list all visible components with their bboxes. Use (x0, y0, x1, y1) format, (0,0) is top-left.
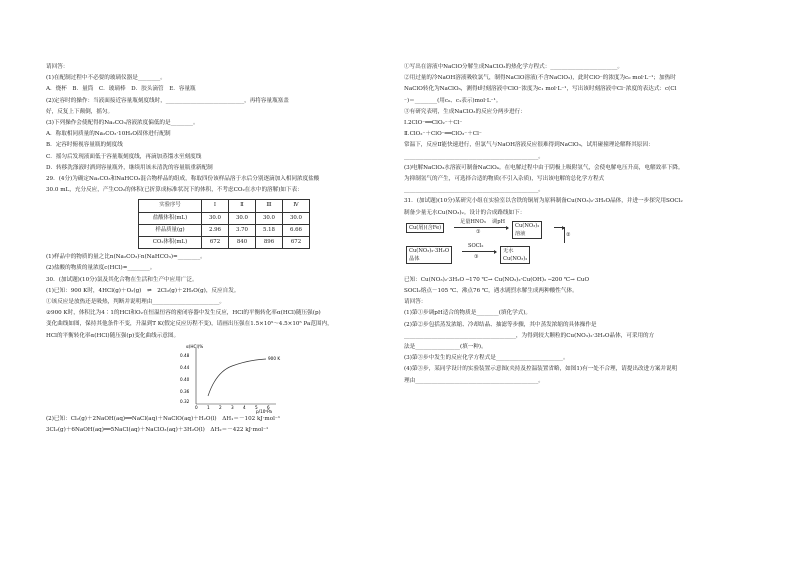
text-line: Ⅱ.ClO₂⁻＋ClO⁻══ClO₃⁻＋Cl⁻ (404, 131, 482, 138)
text-line: (2)定容时的操作：当液面接近容量瓶刻度线时，____________________________，再将容量瓶塞盖 (46, 97, 289, 104)
flow-crystal-sub-label: 晶体 (409, 255, 420, 262)
text-line: (1)第①步调pH适合的物质是________(填化学式)。 (404, 310, 532, 317)
table-cell: 2.96 (202, 224, 229, 236)
text-line: 31．(加试题)(10分)某研究小组在实验室以含铁的铜屑为原料制备Cu(NO₃)₂·3H₂O晶体，并进一步探究用SOCl₂ (404, 198, 683, 205)
text-line: ⁻)＝________(用c₀、c₁表示)mol·L⁻¹。 (404, 97, 502, 104)
flow-step1c-label: ① (476, 228, 481, 235)
y-tick-label: 0.36 (180, 388, 190, 394)
table-header-row (139, 200, 310, 212)
text-line: ________________________________________________。 (404, 187, 544, 194)
y-tick-label: 0.40 (180, 376, 190, 382)
flow-arrow (462, 251, 496, 252)
text-line: (2)已知：Cl₂(g)＋2NaOH(aq)══NaCl(aq)＋NaClO(aq)＋H₂O(l) ΔH₁＝－102 kJ·mol⁻¹ (46, 415, 281, 422)
table-cell: 6.66 (283, 224, 310, 236)
x-tick-label: 2 (219, 404, 222, 410)
flow-product-label: 无水 (503, 247, 514, 254)
table-cell: 30.0 (202, 212, 229, 224)
table-cell: 样品质量(g) (139, 224, 202, 236)
text-line: ②900 K时，体积比为4∶1的HCl和O₂在恒温恒容的密闭容器中发生反应，HCl的平衡转化率α(HCl)随压强(p) (46, 310, 321, 317)
flow-start-box: Cu(屑)(含Fe) (406, 223, 444, 233)
co2-data-table (138, 199, 310, 249)
right-column (404, 62, 760, 387)
text-line: (2)第②步包括蒸发浓缩、冷却结晶、抽滤等步骤，其中蒸发浓缩的具体操作是 (404, 321, 597, 328)
text-line: ________________________________________________。 (404, 153, 544, 160)
table-cell: 3.70 (229, 224, 256, 236)
text-line: (1)已知：900 K时，4HCl(g)＋O₂(g) ⇌ 2Cl₂(g)＋2H₂O(g)，反应自发。 (46, 287, 240, 294)
y-tick-label: 0.48 (180, 352, 190, 358)
chart-svg (166, 342, 306, 414)
hcl-conversion-chart (166, 342, 391, 414)
text-line: ②用过量的冷NaOH溶液吸收氯气，制得NaClO溶液(不含NaClO₃)，此时ClO⁻的浓度为c₀ mol·L⁻¹；加热时 (404, 75, 676, 82)
text-line: (2)盐酸的物质的量浓度c(HCl)=________。 (46, 265, 156, 272)
table-row (139, 237, 310, 249)
table-cell: 5.18 (256, 224, 283, 236)
x-tick-label: 4 (243, 404, 246, 410)
text-line: (3)第③步中发生的反应化学方程式是________________________。 (404, 355, 569, 362)
text-line: 变化曲线如图，保持其他条件不变，升温到T K(假定反应历程不变)，请画出压强在1.5×10⁵～4.5×10⁵ Pa范围内， (46, 321, 333, 328)
text-line: 为抑制氢气的产生，可选择合适的物质(不引入杂质)，写出该电解的总化学方程式 (404, 176, 605, 183)
table-cell: 30.0 (229, 212, 256, 224)
synthesis-route-diagram (404, 218, 760, 273)
text-line: 理由____________________________________________。 (404, 377, 544, 384)
y-tick-label: 0.44 (180, 364, 190, 370)
x-axis-label: p/10⁵Pa (256, 408, 272, 414)
text-line: B．定容时俯视容量瓶的刻度线 (46, 142, 123, 149)
x-tick-label: 3 (231, 404, 234, 410)
text-line: HCl的平衡转化率α(HCl)随压强(p)变化曲线示意图。 (46, 332, 180, 339)
left-column (46, 62, 391, 436)
left-text-block-b (46, 252, 391, 342)
text-line: ________________________________________，为得到较大颗粒的Cu(NO₃)₂·3H₂O晶体，可采用的方 (404, 332, 655, 339)
flow-arrow (554, 227, 564, 228)
text-line: NaClO转化为NaClO₃，测得t时刻溶液中ClO⁻浓度为c₁ mol·L⁻¹，写出该时刻溶液中Cl⁻浓度的表达式：c(Cl (404, 86, 677, 93)
table-cell: 实验序号 (139, 200, 202, 212)
text-line: 已知：Cu(NO₃)₂·3H₂O ─170 ℃→ Cu(NO₃)₂·Cu(OH)₂ ─200 ℃→ CuO (404, 276, 590, 283)
text-line: (3)下列操作会使配得的Na₂CO₃溶液浓度偏低的是________。 (46, 120, 199, 127)
flow-step3-label: SOCl₂ (468, 242, 484, 249)
y-tick-label: 0.32 (180, 398, 190, 404)
text-line: 3Cl₂(g)＋6NaOH(aq)══5NaCl(aq)＋NaClO₃(aq)＋3H₂O(l) ΔH₂＝－422 kJ·mol⁻¹ (46, 427, 269, 434)
curve-label: 900 K (268, 355, 281, 361)
text-line: (3)电解NaClO₃水溶液可制备NaClO₄。在电解过程中由于阴极上吸附氢气，会使电解电压升高，电解效率下降。 (404, 164, 684, 171)
table-cell: 840 (229, 237, 256, 249)
text-line: Ⅰ.2ClO⁻══ClO₂⁻＋Cl⁻ (404, 120, 463, 127)
table-cell: Ⅲ (256, 200, 283, 212)
text-line: 请回答： (404, 299, 427, 306)
text-line: 常温下，反应Ⅱ能快速进行，但氯气与NaOH溶液反应很难得到NaClO₃，试用碰撞理论解释其原因： (404, 142, 654, 149)
flow-step1-label: 足量HNO₃ (460, 218, 486, 225)
x-tick-label: 0 (195, 404, 198, 410)
flow-connector (564, 227, 565, 243)
text-line: 30．(加试题)(10分)氯及其化合物在生活和生产中应用广泛。 (46, 276, 198, 283)
flow-crystal-label: Cu(NO₃)₂·3H₂O (409, 247, 450, 254)
text-line: 法是________________(填一种)。 (404, 344, 487, 351)
text-line: A．称取相同质量的Na₂CO₃·10H₂O固体进行配制 (46, 131, 171, 138)
flow-product-label-2: Cu(NO₃)₂ (503, 255, 528, 262)
x-tick-label: 6 (267, 404, 270, 410)
flow-crystal-box (406, 246, 452, 264)
text-line: (4)第③步，某同学设计的实验装置示意图(夹持及控温装置省略，如图1)有一处不合理，请提出改进方案并说明 (404, 366, 678, 373)
left-text-block-a (46, 62, 391, 196)
table-cell: Ⅳ (283, 200, 310, 212)
table-row (139, 224, 310, 236)
text-line: A．烧杯 B．量筒 C．玻璃棒 D．胶头滴管 E．容量瓶 (46, 86, 196, 93)
right-text-block-a (404, 62, 760, 219)
table-cell: CO₂体积(mL) (139, 237, 202, 249)
table-cell: 672 (283, 237, 310, 249)
y-axis-label: α(HCl)% (186, 343, 204, 349)
text-line: ①该反应是放热还是吸热，判断并说明理由________________________。 (46, 299, 226, 306)
flow-arrow (454, 227, 508, 228)
left-text-block-c (46, 414, 391, 436)
text-line: (1)在配制过程中不必要的玻璃仪器是________。 (46, 75, 166, 82)
flow-step3b-label: ③ (474, 253, 479, 260)
table-cell: 896 (256, 237, 283, 249)
curve-900k (208, 359, 266, 396)
text-line: 制备少量无水Cu(NO₃)₂。设计的合成路线如下： (404, 209, 526, 216)
text-line: (1)样品中的物质的量之比n(Na₂CO₃)∶n(NaHCO₃)=________。 (46, 254, 206, 261)
flow-step1b-label: 调pH (492, 218, 506, 225)
flow-mid-sub-label: 溶液 (515, 230, 526, 237)
flow-mid-label: Cu(NO₃)₂ (515, 222, 540, 229)
text-line: 29．(4分)为确定Na₂CO₃和NaHCO₃混合物样品的组成，称取四份该样品溶于水后分别逐滴加入相同浓度盐酸 (46, 176, 320, 183)
table-cell: 672 (202, 237, 229, 249)
x-tick-label: 1 (207, 404, 210, 410)
right-text-block-b (404, 275, 760, 387)
flow-product-box (500, 246, 530, 264)
text-line: D．转移洗涤液时洒到容量瓶外，继续用该未清洗的容量瓶重新配制 (46, 164, 213, 171)
flow-mid-box (512, 221, 542, 239)
table-cell: 30.0 (283, 212, 310, 224)
text-line: SOCl₂熔点－105 ℃、沸点76 ℃，遇水剧烈水解生成两种酸性气体。 (404, 288, 578, 295)
table-cell: 30.0 (256, 212, 283, 224)
table-row (139, 212, 310, 224)
table-cell: Ⅱ (229, 200, 256, 212)
text-line: ③有研究表明，生成NaClO₃的反应分两步进行： (404, 108, 526, 115)
text-line: 好，反复上下颠倒，摇匀。 (46, 108, 114, 115)
table-cell: Ⅰ (202, 200, 229, 212)
text-line: C．摇匀后发现液面低于容量瓶刻度线，再滴加蒸馏水至刻度线 (46, 153, 202, 160)
table-cell: 盐酸体积(mL) (139, 212, 202, 224)
flow-step2-label: ② (566, 231, 571, 238)
text-line: ①写出在溶液中NaClO分解生成NaClO₃的热化学方程式：________________________。 (404, 64, 624, 70)
text-line: 30.0 mL，充分反应，产生CO₂的体积(已折算成标准状况下的体积，不考虑CO₂在水中的溶解)如下表： (46, 187, 303, 194)
text-line: 请回答： (46, 64, 69, 70)
x-tick-label: 5 (255, 404, 258, 410)
